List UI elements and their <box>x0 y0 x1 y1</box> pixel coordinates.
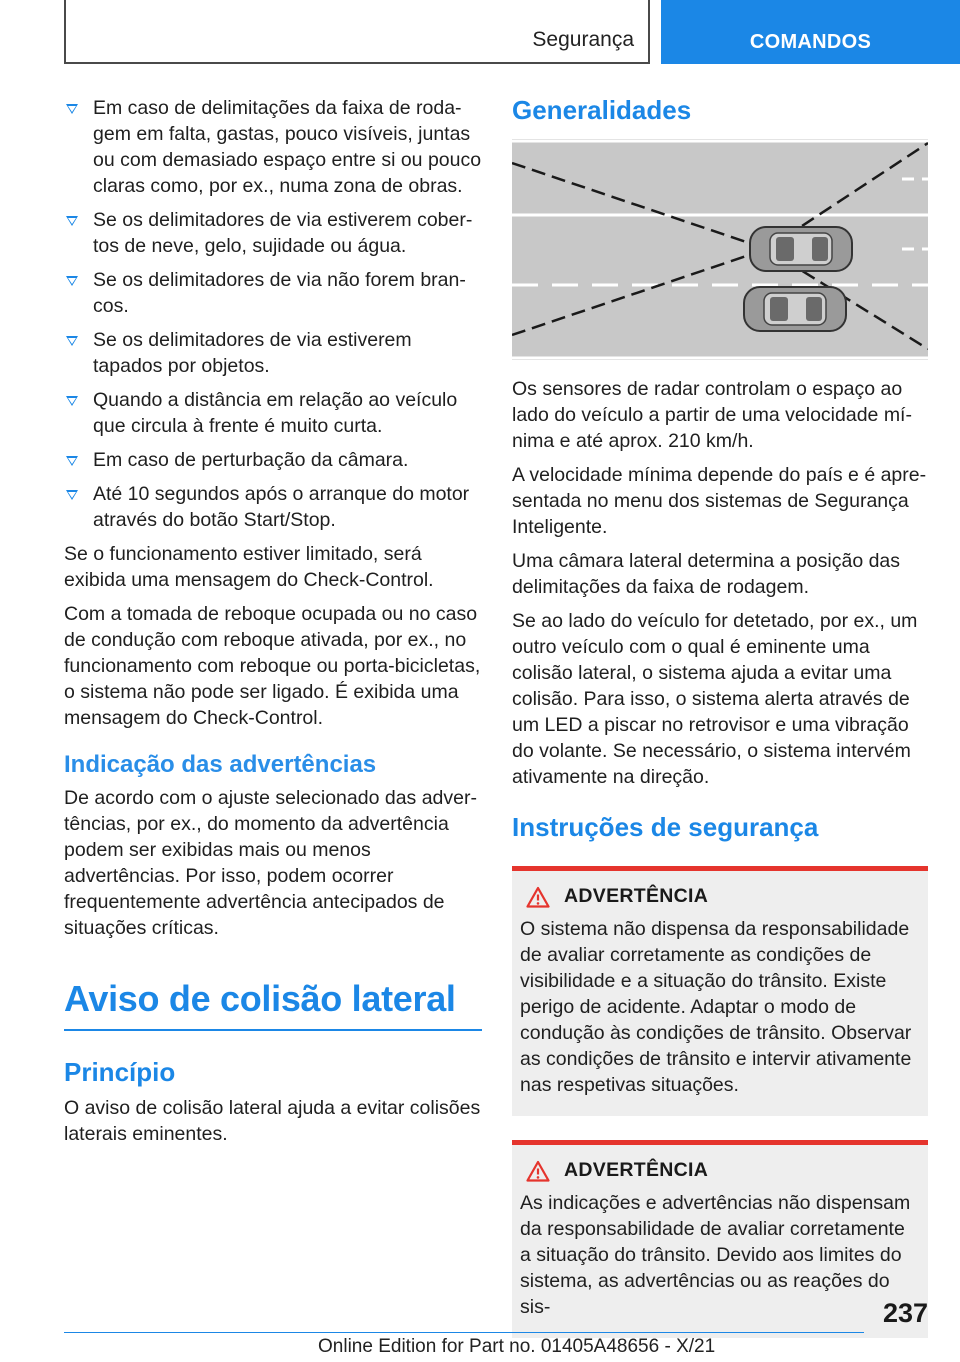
main-section-title: Aviso de colisão lateral <box>64 979 482 1031</box>
left-column <box>64 95 482 1155</box>
warning-triangle-icon <box>526 1160 550 1182</box>
bullet-triangle-icon <box>66 336 78 346</box>
limited-function-paragraph: Se o funcionamento estiver limitado, será exibida uma mensagem do Check-Control. <box>64 543 434 591</box>
list-item: Se os delimitadores de via estiverem tapados por objetos. <box>64 327 482 379</box>
warning-box <box>512 1140 928 1338</box>
principle-heading: Princípio <box>64 1057 176 1087</box>
warning-title: ADVERTÊNCIA <box>564 1159 709 1181</box>
warning-title: ADVERTÊNCIA <box>564 885 709 907</box>
list-item: Se os delimitadores de via estiverem cobertos de neve, gelo, sujidade ou água. <box>64 207 482 259</box>
warning-text: O sistema não dispensa da responsabilidade de avaliar corretamente as condições de visibilidade e a situação do trânsito. Existe perigo de acidente. Adaptar o modo de condução às condições de trânsito. Observar as condições de trânsito e intervir ativamente nas respetivas situações. <box>520 918 912 1096</box>
trailer-paragraph: Com a tomada de reboque ocupada ou no caso de condução com reboque ativada, por ex., no funcionamento com reboque ou porta-bicicletas, o sistema não pode ser ligado. É exibida uma mensagem do Check-Control. <box>64 603 481 729</box>
bullet-triangle-icon <box>66 216 78 226</box>
bullet-triangle-icon <box>66 456 78 466</box>
warning-text: As indicações e advertências não dispensam da responsabilidade de avaliar corretamente a situação do trânsito. Devido aos limites do sistema, as advertências ou as reações do sis- <box>520 1192 911 1318</box>
page-number: 237 <box>882 1298 928 1328</box>
radar-paragraph: Os sensores de radar controlam o espaço ao lado do veículo a partir de uma velocidade mínima e até aprox. 210 km/h. <box>512 378 912 452</box>
header-section-box <box>64 0 650 64</box>
limitations-list <box>64 95 482 533</box>
footer-divider <box>64 1332 864 1333</box>
general-heading: Generalidades <box>512 95 692 125</box>
warning-header <box>526 1159 920 1182</box>
footer-edition: Online Edition for Part no. 01405A48656 - X/21 <box>318 1336 716 1357</box>
warning-box <box>512 866 928 1116</box>
list-item: Em caso de perturbação da câmara. <box>64 447 482 473</box>
camera-paragraph: Uma câmara lateral determina a posição das delimitações da faixa de rodagem. <box>512 550 901 598</box>
bullet-triangle-icon <box>66 490 78 500</box>
side-collision-illustration <box>512 139 928 360</box>
list-item: Em caso de delimitações da faixa de rodagem em falta, gastas, pouco visíveis, juntas ou com demasiado espaço entre si ou pouco claras como, por ex., numa zona de obras. <box>64 95 482 199</box>
principle-paragraph: O aviso de colisão lateral ajuda a evitar colisões laterais eminentes. <box>64 1097 481 1145</box>
warnings-paragraph: De acordo com o ajuste selecionado das advertências, por ex., do momento da advertência podem ser exibidas mais ou menos advertências. Por isso, podem ocorrer frequentemente advertência antecipados de situações críticas. <box>64 787 477 939</box>
safety-heading: Instruções de segurança <box>512 812 819 842</box>
right-column <box>512 95 928 1362</box>
list-item: Até 10 segundos após o arranque do motor através do botão Start/Stop. <box>64 481 482 533</box>
warnings-heading: Indicação das advertências <box>64 751 377 778</box>
list-item: Quando a distância em relação ao veículo que circula à frente é muito curta. <box>64 387 482 439</box>
bullet-triangle-icon <box>66 396 78 406</box>
detection-paragraph: Se ao lado do veículo for detetado, por ex., um outro veículo com o qual é eminente uma colisão lateral, o sistema ajuda a evitar uma colisão. Para isso, o sistema alerta através de um LED a piscar no retrovisor e uma vibração do volante. Se necessário, o sistema intervém ativamente na direção. <box>512 610 918 788</box>
bullet-triangle-icon <box>66 104 78 114</box>
warning-triangle-icon <box>526 886 550 908</box>
min-speed-paragraph: A velocidade mínima depende do país e é apresentada no menu dos sistemas de Segurança Inteligente. <box>512 464 927 538</box>
bullet-triangle-icon <box>66 276 78 286</box>
header-chapter-tab[interactable]: COMANDOS <box>661 0 960 64</box>
warning-header <box>526 885 920 908</box>
header-section-title: Segurança <box>532 28 634 51</box>
list-item: Se os delimitadores de via não forem brancos. <box>64 267 482 319</box>
